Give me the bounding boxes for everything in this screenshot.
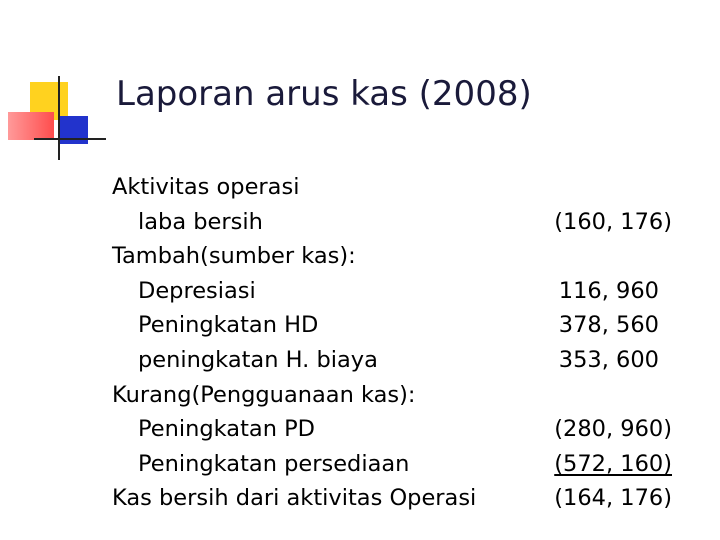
row-label: Tambah(sumber kas):: [112, 243, 356, 270]
row-amount: (160, 176): [554, 208, 672, 235]
statement-row-net-cash-operating: [112, 481, 682, 516]
horizontal-line-decoration: [34, 138, 106, 140]
red-square-decoration: [8, 112, 54, 140]
row-amount: 378, 560: [558, 312, 659, 339]
statement-row-increase-accrued-expenses: [112, 343, 682, 378]
statement-row-less-uses: [112, 378, 682, 413]
row-amount: 353, 600: [558, 346, 659, 373]
statement-row-increase-hd: [112, 308, 682, 343]
row-amount: 116, 960: [558, 277, 659, 304]
statement-row-increase-inventory: [112, 447, 682, 482]
row-label: Aktivitas operasi: [112, 174, 300, 200]
row-amount: (572, 160): [554, 450, 672, 477]
row-label: laba bersih: [138, 208, 263, 235]
row-label: Peningkatan HD: [138, 312, 319, 339]
row-amount: (164, 176): [554, 485, 672, 512]
row-label: peningkatan H. biaya: [138, 346, 378, 373]
statement-row-increase-pd: [112, 412, 682, 447]
statement-row-net-income: [112, 205, 682, 240]
row-label: Peningkatan persediaan: [138, 450, 410, 477]
vertical-line-decoration: [58, 76, 60, 160]
row-amount: (280, 960): [554, 416, 672, 443]
row-label: Peningkatan PD: [138, 416, 316, 443]
statement-row-operating-activities: [112, 170, 682, 205]
statement-row-add-sources: [112, 239, 682, 274]
row-label: Kurang(Pengguanaan kas):: [112, 381, 416, 408]
cash-flow-statement: [112, 170, 682, 516]
slide-logo: [0, 0, 110, 165]
row-label: Kas bersih dari aktivitas Operasi: [112, 485, 477, 512]
statement-row-depreciation: [112, 274, 682, 309]
row-label: Depresiasi: [138, 277, 256, 304]
slide-title: Laporan arus kas (2008): [116, 74, 532, 114]
